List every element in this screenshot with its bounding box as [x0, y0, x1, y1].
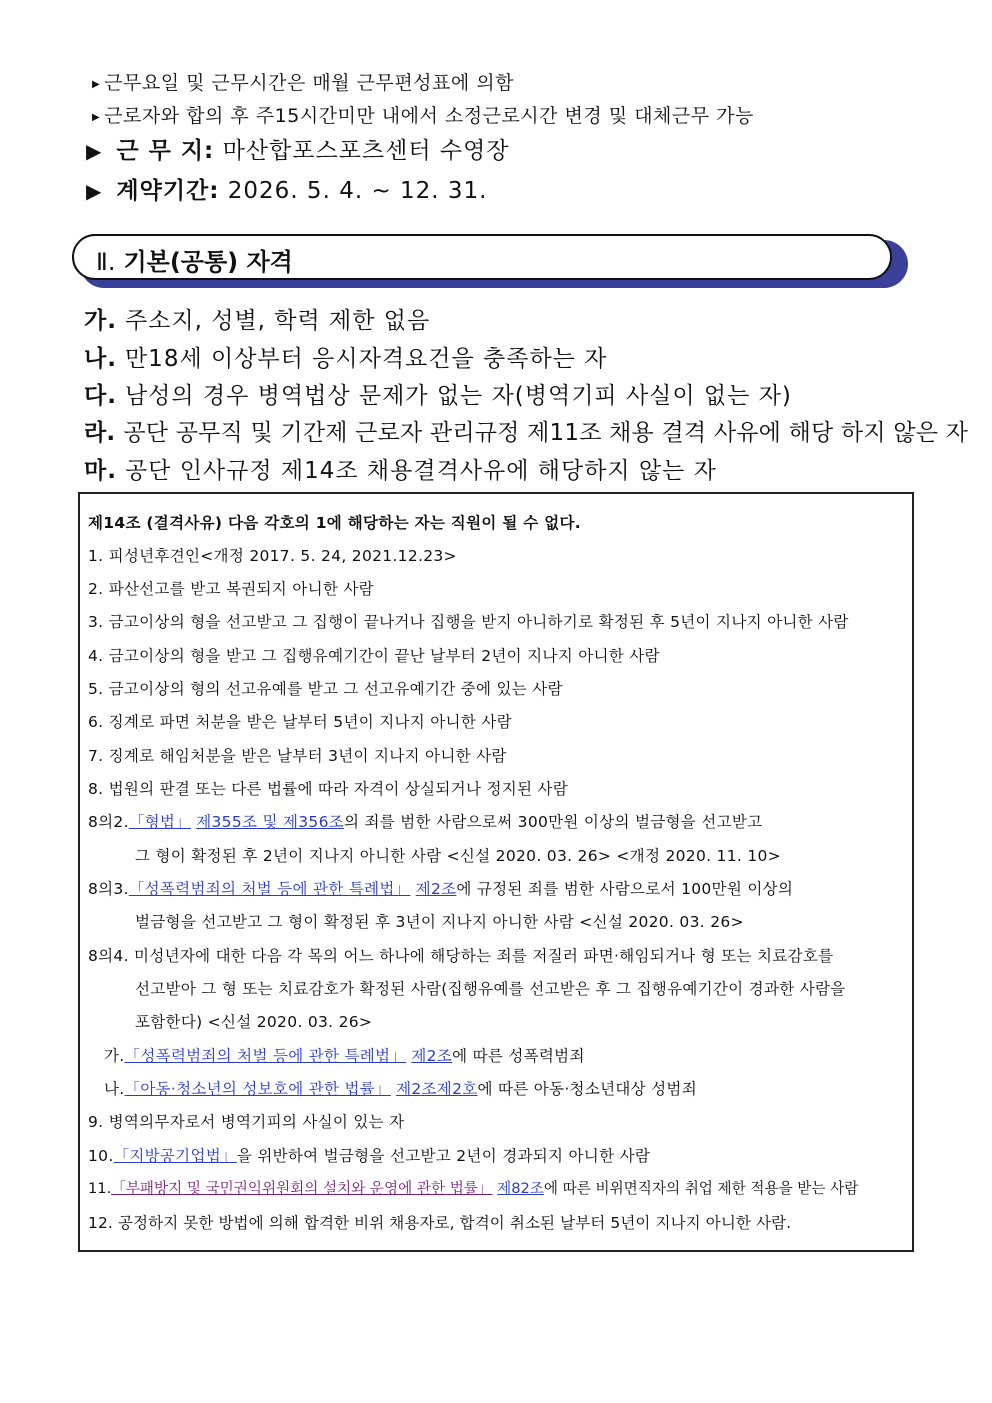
triangle-bullet-icon: ▶ — [92, 79, 101, 90]
article-item: 8의2.「형법」 제355조 및 제356조의 죄를 범한 사람으로써 300만원 이상의 벌금형을 선고받고 — [88, 813, 763, 831]
criminal-act-link[interactable]: 「형법」 — [128, 813, 191, 831]
article-82-link[interactable]: 제82조 — [497, 1180, 544, 1197]
article-item: 11.「부패방지 및 국민권익위원회의 설치와 운영에 관한 법률」 제82조에 따른 비위면직자의 취업 제한 적용을 받는 사람 — [88, 1180, 859, 1197]
article-355-356-link[interactable]: 제355조 및 제356조 — [196, 813, 345, 831]
qualification-item: 다. 남성의 경우 병역법상 문제가 없는 자(병역기피 사실이 없는 자) — [84, 383, 792, 409]
qualification-item: 나. 만18세 이상부터 응시자격요건을 충족하는 자 — [84, 346, 608, 372]
article-title: 제14조 (결격사유) 다음 각호의 1에 해당하는 자는 직원이 될 수 없다. — [88, 514, 581, 532]
qualification-item: 마. 공단 인사규정 제14조 채용결격사유에 해당하지 않는 자 — [84, 458, 717, 484]
article-item: 9. 병역의무자로서 병역기피의 사실이 있는 자 — [88, 1113, 405, 1131]
sexual-violence-act-link[interactable]: 「성폭력범죄의 처벌 등에 관한 특례법」 — [124, 1047, 407, 1065]
section-header — [72, 234, 910, 290]
article-2-link[interactable]: 제2조 — [415, 880, 457, 898]
section-header-box — [72, 234, 892, 280]
arrow-bullet-icon: ▶ — [86, 179, 103, 203]
article-item: 3. 금고이상의 형을 선고받고 그 집행이 끝나거나 집행을 받지 아니하기로 확정된 후 5년이 지나지 아니한 사람 — [88, 613, 849, 631]
article-item-cont: 그 형이 확정된 후 2년이 지나지 아니한 사람 <신설 2020. 03. 26> <개정 2020. 11. 10> — [135, 847, 781, 865]
article-subitem: 가.「성폭력범죄의 처벌 등에 관한 특례법」 제2조에 따른 성폭력범죄 — [104, 1047, 585, 1065]
article-item: 5. 금고이상의 형의 선고유예를 받고 그 선고유예기간 중에 있는 사람 — [88, 680, 563, 698]
arrow-bullet-icon: ▶ — [86, 139, 103, 163]
anti-corruption-act-link[interactable]: 「부패방지 및 국민권익위원회의 설치와 운영에 관한 법률」 — [111, 1180, 493, 1197]
article-item: 8의3.「성폭력범죄의 처벌 등에 관한 특례법」 제2조에 규정된 죄를 범한 사람으로서 100만원 이상의 — [88, 880, 794, 898]
local-public-enterprise-act-link[interactable]: 「지방공기업법」 — [113, 1147, 237, 1165]
article-item: 8. 법원의 판결 또는 다른 법률에 따라 자격이 상실되거나 정지된 사람 — [88, 780, 569, 798]
article-item: 4. 금고이상의 형을 받고 그 집행유예기간이 끝난 날부터 2년이 지나지 아니한 사람 — [88, 647, 660, 665]
article-14-box — [78, 492, 914, 1252]
article-item-cont: 벌금형을 선고받고 그 형이 확정된 후 3년이 지나지 아니한 사람 <신설 2020. 03. 26> — [135, 913, 744, 931]
article-item: 12. 공정하지 못한 방법에 의해 합격한 비위 채용자로, 합격이 취소된 날부터 5년이 지나지 아니한 사람. — [88, 1214, 792, 1232]
bullet-hours-change: ▶ 근로자와 합의 후 주15시간미만 내에서 소정근로시간 변경 및 대체근무 가능 — [92, 105, 754, 127]
qualification-item: 라. 공단 공무직 및 기간제 근로자 관리규정 제11조 채용 결격 사유에 해당 하지 않은 자 — [84, 420, 969, 446]
work-place-line: ▶ 근 무 지: 마산합포스포츠센터 수영장 — [86, 138, 510, 164]
article-item: 1. 피성년후견인<개정 2017. 5. 24, 2021.12.23> — [88, 547, 457, 565]
article-item: 8의4. 미성년자에 대한 다음 각 목의 어느 하나에 해당하는 죄를 저질러 파면·해임되거나 형 또는 치료감호를 — [88, 947, 834, 965]
qualification-item: 가. 주소지, 성별, 학력 제한 없음 — [84, 308, 431, 334]
contract-period-line: ▶ 계약기간: 2026. 5. 4. ~ 12. 31. — [86, 178, 488, 204]
triangle-bullet-icon: ▶ — [92, 112, 101, 123]
section-title: Ⅱ. 기본(공통) 자격 — [96, 248, 293, 276]
youth-protection-act-link[interactable]: 「아동·청소년의 성보호에 관한 법률」 — [124, 1080, 391, 1098]
article-2-link[interactable]: 제2조 — [411, 1047, 453, 1065]
bullet-work-schedule: ▶ 근무요일 및 근무시간은 매월 근무편성표에 의함 — [92, 72, 514, 94]
article-subitem: 나.「아동·청소년의 성보호에 관한 법률」 제2조제2호에 따른 아동·청소년대상 성범죄 — [104, 1080, 697, 1098]
article-item-cont: 선고받아 그 형 또는 치료감호가 확정된 사람(집행유예를 선고받은 후 그 집행유예기간이 경과한 사람을 — [135, 980, 846, 998]
article-item: 6. 징계로 파면 처분을 받은 날부터 5년이 지나지 아니한 사람 — [88, 713, 512, 731]
sexual-violence-act-link[interactable]: 「성폭력범죄의 처벌 등에 관한 특례법」 — [128, 880, 411, 898]
article-2-2-link[interactable]: 제2조제2호 — [396, 1080, 478, 1098]
article-item: 2. 파산선고를 받고 복권되지 아니한 사람 — [88, 580, 374, 598]
article-item: 10.「지방공기업법」을 위반하여 벌금형을 선고받고 2년이 경과되지 아니한 사람 — [88, 1147, 651, 1165]
article-item: 7. 징계로 해임처분을 받은 날부터 3년이 지나지 아니한 사람 — [88, 747, 507, 765]
article-item-cont: 포함한다) <신설 2020. 03. 26> — [135, 1013, 373, 1031]
